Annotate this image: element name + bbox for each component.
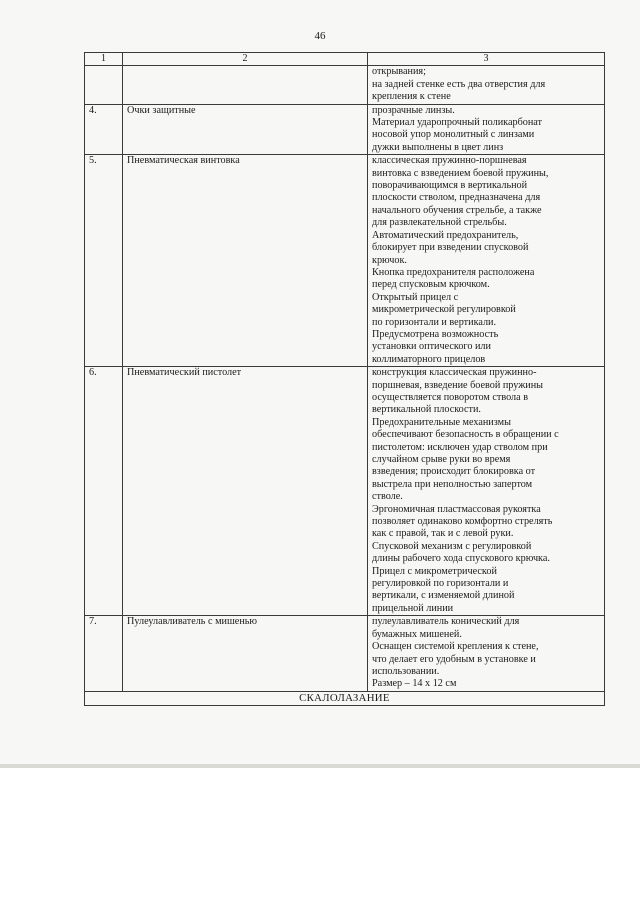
description-line: Размер – 14 х 12 см: [372, 678, 457, 690]
item-name: Пневматическая винтовка: [123, 155, 368, 367]
description-line: винтовка с взведением боевой пружины,: [372, 167, 549, 179]
description-line: Спусковой механизм с регулировкой: [372, 540, 532, 552]
description-line: на задней стенке есть два отверстия для: [372, 78, 546, 90]
item-name: [123, 66, 368, 104]
description-line: вертикали, с изменяемой длиной: [372, 590, 515, 602]
description-line: прицельной линии: [372, 602, 454, 614]
column-header-2: 2: [123, 53, 368, 66]
column-header-3: 3: [368, 53, 605, 66]
description-line: что делает его удобным в установке и: [372, 653, 536, 665]
description-line: Предохранительные механизмы: [372, 416, 511, 428]
item-description: [368, 104, 605, 155]
column-header-1: 1: [85, 53, 123, 66]
description-line: открывания;: [372, 66, 426, 78]
page-number: 46: [314, 30, 326, 42]
description-line: дужки выполнены в цвет линз: [372, 141, 504, 153]
table-row: [85, 104, 605, 155]
table-row: [85, 616, 605, 691]
item-name: Пневматический пистолет: [123, 367, 368, 616]
description-line: как с правой, так и с левой руки.: [372, 528, 514, 540]
item-description: [368, 66, 605, 104]
description-line: плоскости стволом, предназначена для: [372, 192, 541, 204]
description-line: позволяет одинаково комфортно стрелять: [372, 516, 553, 528]
description-line: крепления к стене: [372, 91, 451, 103]
description-line: регулировкой по горизонтали и: [372, 578, 509, 590]
description-line: поворачивающимся в вертикальной: [372, 180, 528, 192]
description-line: Открытый прицел с: [372, 291, 459, 303]
scan-edge: [0, 764, 640, 768]
description-line: Предусмотрена возможность: [372, 328, 499, 340]
description-line: носовой упор монолитный с линзами: [372, 129, 535, 141]
table-row: [85, 367, 605, 616]
description-line: перед спусковым крючком.: [372, 279, 490, 291]
description-line: Материал ударопрочный поликарбонат: [372, 117, 543, 129]
description-line: прозрачные линзы.: [372, 104, 455, 116]
description-line: выстрела при неполностью запертом: [372, 478, 533, 490]
description-line: Оснащен системой крепления к стене,: [372, 641, 539, 653]
section-row: [85, 691, 605, 705]
description-line: стволе.: [372, 491, 403, 503]
table-header-row: [85, 53, 605, 66]
description-line: начального обучения стрельбе, а также: [372, 204, 542, 216]
item-name: Пулеулавливатель с мишенью: [123, 616, 368, 691]
section-title: СКАЛОЛАЗАНИЕ: [85, 691, 605, 705]
description-line: Автоматический предохранитель,: [372, 229, 519, 241]
description-line: Прицел с микрометрической: [372, 565, 497, 577]
item-description: [368, 616, 605, 691]
description-line: для развлекательной стрельбы.: [372, 217, 507, 229]
table-row: [85, 155, 605, 367]
description-line: Эргономичная пластмассовая рукоятка: [372, 503, 541, 515]
description-line: взведения; происходит блокировка от: [372, 466, 536, 478]
description-line: по горизонтали и вертикали.: [372, 316, 497, 328]
item-description: [368, 367, 605, 616]
description-line: пистолетом: исключен удар стволом при: [372, 441, 548, 453]
row-number: 5.: [85, 155, 123, 367]
table-body: [85, 66, 605, 691]
description-line: поршневая, взведение боевой пружины: [372, 379, 543, 391]
row-number: [85, 66, 123, 104]
item-name: Очки защитные: [123, 104, 368, 155]
description-line: обеспечивают безопасность в обращении с: [372, 429, 559, 441]
row-number: 4.: [85, 104, 123, 155]
description-line: крючок.: [372, 254, 407, 266]
item-description: [368, 155, 605, 367]
description-line: конструкция классическая пружинно-: [372, 367, 537, 379]
description-line: коллиматорного прицелов: [372, 353, 486, 365]
equipment-table: [84, 52, 605, 706]
description-line: вертикальной плоскости.: [372, 404, 481, 416]
description-line: блокирует при взведении спусковой: [372, 242, 529, 254]
description-line: классическая пружинно-поршневая: [372, 155, 527, 167]
row-number: 7.: [85, 616, 123, 691]
description-line: микрометрической регулировкой: [372, 304, 516, 316]
description-line: осуществляется поворотом ствола в: [372, 391, 529, 403]
table-row: [85, 66, 605, 104]
description-line: длины рабочего хода спускового крючка.: [372, 553, 550, 565]
description-line: установки оптического или: [372, 341, 491, 353]
row-number: 6.: [85, 367, 123, 616]
description-line: Кнопка предохранителя расположена: [372, 266, 535, 278]
description-line: случайном срыве руки во время: [372, 454, 511, 465]
description-line: использовании.: [372, 665, 440, 677]
description-line: пулеулавливатель конический для: [372, 616, 520, 628]
description-line: бумажных мишеней.: [372, 628, 462, 640]
